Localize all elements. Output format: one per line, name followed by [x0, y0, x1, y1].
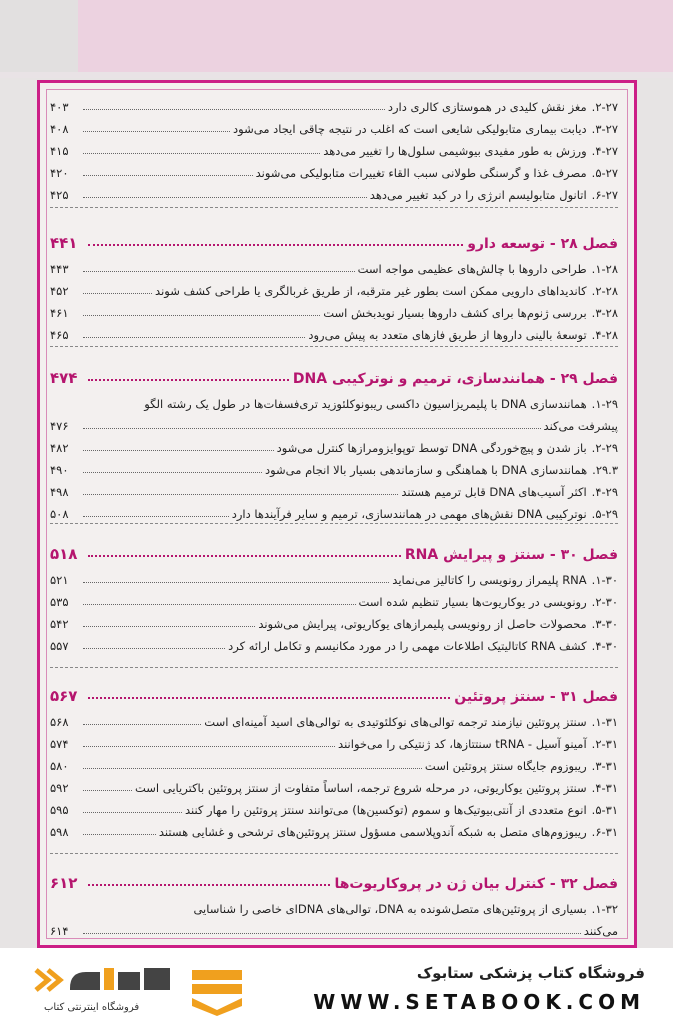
- chapter-title: فصل ۲۸ - توسعه دارو: [467, 236, 618, 252]
- toc-entry: [50, 709, 618, 729]
- entry-number: ۶-۳۱.: [591, 825, 618, 839]
- chapter-heading: [50, 681, 618, 705]
- entry-number: ۵-۲۷.: [591, 166, 618, 180]
- entry-title: مصرف غذا و گرسنگی طولانی سبب القاء تغییرات متابولیکی می‌شوند: [255, 166, 587, 180]
- entry-title: سنتز پروتئین یوکاریوتی، در مرحله شروع ترجمه، اساساً متفاوت از سنتز پروتئین باکتریایی است: [134, 781, 587, 795]
- setabook-logo-icon: [188, 960, 246, 1016]
- dot-leader: [83, 197, 367, 198]
- toc-entry: [50, 435, 618, 455]
- toc-entry: [50, 797, 618, 817]
- entry-number: ۴-۲۸.: [591, 328, 618, 342]
- dot-leader: [83, 724, 201, 725]
- dot-leader: [83, 790, 132, 791]
- entry-number: ۱-۳۰.: [591, 573, 618, 587]
- chapter-heading: [50, 539, 618, 563]
- toc-entry: [50, 256, 618, 276]
- toc-entry: [50, 501, 618, 521]
- entry-title: همانندسازی DNA با هماهنگی و سازماندهی بسیار بالا انجام می‌شود: [264, 463, 588, 477]
- entry-page-number: ۵۹۵: [50, 803, 69, 817]
- dot-leader: [83, 428, 541, 429]
- toc-entry: [50, 479, 618, 499]
- toc-entry-continuation: [50, 413, 618, 433]
- toc-entry: [50, 94, 618, 114]
- entry-title: انوع متعددی از آنتی‌بیوتیک‌ها و سموم (توکسین‌ها) می‌توانند سنتز پروتئین را مهار کنند: [184, 803, 587, 817]
- entry-number: ۴-۳۰.: [591, 639, 618, 653]
- chapter-page-number: ۴۴۱: [50, 234, 78, 252]
- dot-leader: [88, 697, 450, 699]
- logo-subtitle: فروشگاه اینترنتی کتاب: [44, 1002, 140, 1013]
- dot-leader: [83, 175, 253, 176]
- entry-number: ۴-۳۱.: [591, 781, 618, 795]
- dot-leader: [83, 494, 398, 495]
- entry-number: ۱-۲۸.: [591, 262, 618, 276]
- entry-title: ورزش به طور مفیدی بیوشیمی سلول‌ها را تغییر می‌دهد: [323, 144, 587, 158]
- entry-title: اکثر آسیب‌های DNA قابل ترمیم هستند: [401, 485, 587, 499]
- toc-entry: [50, 160, 618, 180]
- dot-leader: [88, 555, 401, 557]
- entry-page-number: ۵۷۴: [50, 737, 69, 751]
- dot-leader: [83, 293, 152, 294]
- store-url[interactable]: WWW.SETABOOK.COM: [313, 990, 645, 1014]
- entry-title: باز شدن و پیچ‌خوردگی DNA توسط توپوایزومرازها کنترل می‌شود: [276, 441, 587, 455]
- entry-number: ۳-۲۸.: [591, 306, 618, 320]
- entry-number: ۴-۲۹.: [591, 485, 618, 499]
- entry-number: ۱-۳۲.: [591, 902, 618, 916]
- chapter-page-number: ۶۱۲: [50, 874, 78, 892]
- entry-page-number: ۵۲۱: [50, 573, 69, 587]
- dot-leader: [83, 626, 255, 627]
- dot-leader: [88, 244, 463, 246]
- entry-title: ریبوزوم‌های متصل به شبکه آندوپلاسمی مسؤول سنتز پروتئین‌های ترشحی و غشایی هستند: [158, 825, 587, 839]
- dot-leader: [83, 109, 385, 110]
- entry-title-continuation: پیشرفت می‌کند: [543, 419, 618, 433]
- entry-number: ۶-۲۷.: [591, 188, 618, 202]
- entry-title: نوترکیبی DNA نقش‌های مهمی در همانندسازی، ترمیم و سایر فرآیندها دارد: [231, 507, 587, 521]
- toc-entry: [50, 753, 618, 773]
- section-divider: [50, 207, 618, 208]
- toc-entry: [50, 116, 618, 136]
- dot-leader: [83, 582, 389, 583]
- chapter-page-number: ۵۱۸: [50, 545, 78, 563]
- toc-entry: [50, 633, 618, 653]
- entry-page-number: ۶۱۴: [50, 924, 69, 938]
- toc-entry: [50, 611, 618, 631]
- toc-entry: [50, 138, 618, 158]
- entry-number: ۴-۲۷.: [591, 144, 618, 158]
- entry-number: ۳-۳۰.: [591, 617, 618, 631]
- dot-leader: [83, 472, 262, 473]
- entry-title: محصولات حاصل از رونویسی پلیمرازهای یوکاریوتی، پیرایش می‌شوند: [258, 617, 587, 631]
- toc-entry-continuation: [50, 918, 618, 938]
- section-divider: [50, 853, 618, 854]
- chapter-heading: [50, 868, 618, 892]
- toc-entry: [50, 567, 618, 587]
- entry-title: همانندسازی DNA با پلیمریزاسیون داکسی ریبونوکلئوزید تری‌فسفات‌ها در طول یک رشته الگو: [144, 397, 587, 411]
- entry-page-number: ۵۹۲: [50, 781, 69, 795]
- toc-entry: [50, 819, 618, 839]
- entry-page-number: ۵۴۲: [50, 617, 69, 631]
- entry-title: بررسی ژنوم‌ها برای کشف داروها بسیار نویدبخش است: [323, 306, 587, 320]
- chapter-page-number: ۴۷۴: [50, 369, 78, 387]
- dot-leader: [83, 153, 320, 154]
- entry-page-number: ۴۵۲: [50, 284, 69, 298]
- entry-page-number: ۴۹۰: [50, 463, 69, 477]
- entry-page-number: ۵۶۸: [50, 715, 69, 729]
- toc-entry: [50, 731, 618, 751]
- chapter-title: فصل ۳۲ - کنترل بیان ژن در پروکاریوت‌ها: [334, 876, 618, 892]
- entry-title: آمینو آسیل - tRNA سنتتازها، کد ژنتیکی را می‌خوانند: [338, 737, 587, 751]
- dot-leader: [83, 315, 320, 316]
- chapter-title: فصل ۲۹ - همانندسازی، ترمیم و نوترکیبی DNA: [292, 371, 618, 387]
- entry-number: ۱-۲۹.: [591, 397, 618, 411]
- entry-number: ۳-۳۱.: [591, 759, 618, 773]
- chapter-heading: [50, 363, 618, 387]
- entry-title: توسعهٔ بالینی داروها از طریق فازهای متعدد به پیش می‌رود: [308, 328, 587, 342]
- entry-number: ۵-۲۹.: [591, 507, 618, 521]
- dot-leader: [83, 812, 182, 813]
- entry-title: بسیاری از پروتئین‌های متصل‌شونده به DNA، توالی‌های DNAای خاصی را شناسایی: [193, 902, 587, 916]
- entry-title: دیابت بیماری متابولیکی شایعی است که اغلب در نتیجه چاقی ایجاد می‌شود: [233, 122, 587, 136]
- entry-title: ریبوزوم جایگاه سنتز پروتئین است: [424, 759, 587, 773]
- store-name: فروشگاه کتاب پزشکی ستابوک: [416, 964, 645, 982]
- entry-number: ۲-۳۱.: [591, 737, 618, 751]
- entry-number: ۲-۳۰.: [591, 595, 618, 609]
- section-divider: [50, 346, 618, 347]
- entry-page-number: ۴۱۵: [50, 144, 69, 158]
- dot-leader: [83, 604, 356, 605]
- entry-page-number: ۴۴۳: [50, 262, 69, 276]
- chapter-title: فصل ۳۱ - سنتز پروتئین: [454, 689, 618, 705]
- entry-title: کاندیداهای دارویی ممکن است بطور غیر مترقبه، از طریق غربالگری یا طراحی کشف شوند: [155, 284, 587, 298]
- entry-page-number: ۴۹۸: [50, 485, 69, 499]
- chapter-heading: [50, 228, 618, 252]
- top-pink-block: [78, 0, 673, 72]
- section-divider: [50, 667, 618, 668]
- entry-title: سنتز پروتئین نیازمند ترجمه توالی‌های نوکلئوتیدی به توالی‌های اسید آمینه‌ای است: [204, 715, 587, 729]
- top-corner-block: [0, 0, 78, 72]
- dot-leader: [88, 379, 289, 381]
- toc-entry: [50, 775, 618, 795]
- entry-title: رونویسی در یوکاریوت‌ها بسیار تنظیم شده است: [358, 595, 587, 609]
- entry-title: RNA پلیمراز رونویسی را کاتالیز می‌نماید: [392, 573, 587, 587]
- entry-page-number: ۴۷۶: [50, 419, 69, 433]
- dot-leader: [83, 271, 355, 272]
- toc-entry: [50, 182, 618, 202]
- entry-number: ۲-۲۸.: [591, 284, 618, 298]
- entry-number: ۲۹.۳.: [592, 463, 618, 477]
- dot-leader: [83, 768, 422, 769]
- dot-leader: [83, 648, 225, 649]
- dot-leader: [83, 450, 274, 451]
- entry-page-number: ۵۳۵: [50, 595, 69, 609]
- dot-leader: [83, 516, 229, 517]
- dot-leader: [83, 933, 581, 934]
- entry-page-number: ۴۶۵: [50, 328, 69, 342]
- entry-number: ۵-۳۱.: [591, 803, 618, 817]
- entry-title: طراحی داروها با چالش‌های عظیمی مواجه است: [357, 262, 587, 276]
- toc-entry: [50, 278, 618, 298]
- dot-leader: [88, 884, 330, 886]
- entry-page-number: ۵۰۸: [50, 507, 69, 521]
- entry-number: ۱-۳۱.: [591, 715, 618, 729]
- entry-page-number: ۵۸۰: [50, 759, 69, 773]
- entry-page-number: ۴۲۵: [50, 188, 69, 202]
- entry-page-number: ۴۲۰: [50, 166, 69, 180]
- entry-page-number: ۴۶۱: [50, 306, 69, 320]
- entry-number: ۲-۲۹.: [591, 441, 618, 455]
- dot-leader: [83, 746, 335, 747]
- dot-leader: [83, 131, 230, 132]
- toc-entry: [50, 896, 618, 916]
- entry-title: مغز نقش کلیدی در هموستازی کالری دارد: [387, 100, 587, 114]
- chapter-title: فصل ۳۰ - سنتز و پیرایش RNA: [404, 547, 618, 563]
- toc-entry: [50, 391, 618, 411]
- entry-page-number: ۴۸۲: [50, 441, 69, 455]
- toc-entry: [50, 300, 618, 320]
- section-divider: [50, 523, 618, 524]
- entry-title: اتانول متابولیسم انرژی را در کبد تغییر می‌دهد: [369, 188, 587, 202]
- dot-leader: [83, 834, 156, 835]
- toc-entry: [50, 457, 618, 477]
- entry-title: کشف RNA کاتالیتیک اطلاعات مهمی را در مورد مکانیسم و تکامل ارائه کرد: [228, 639, 587, 653]
- entry-page-number: ۵۵۷: [50, 639, 69, 653]
- entry-number: ۲-۲۷.: [591, 100, 618, 114]
- toc-entry: [50, 322, 618, 342]
- entry-title-continuation: می‌کنند: [583, 924, 618, 938]
- entry-page-number: ۴۰۸: [50, 122, 69, 136]
- entry-number: ۳-۲۷.: [591, 122, 618, 136]
- chapter-page-number: ۵۶۷: [50, 687, 78, 705]
- dot-leader: [83, 337, 305, 338]
- entry-page-number: ۴۰۳: [50, 100, 69, 114]
- toc-entry: [50, 589, 618, 609]
- entry-page-number: ۵۹۸: [50, 825, 69, 839]
